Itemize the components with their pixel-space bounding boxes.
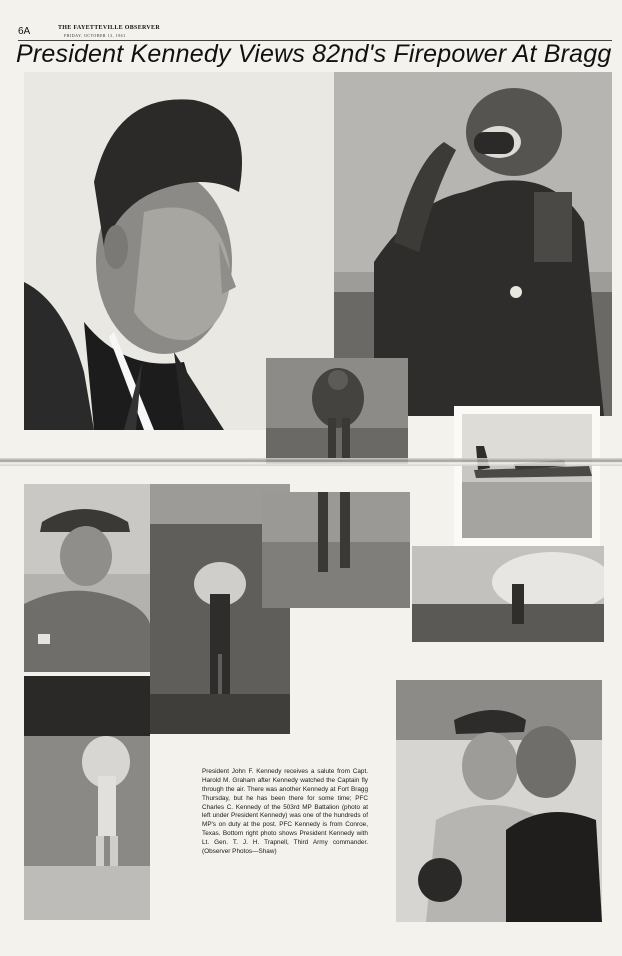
date-line: FRIDAY, OCTOBER 13, 1961 (64, 33, 126, 38)
photo-mp-kennedy (24, 484, 150, 672)
masthead (18, 12, 168, 42)
page-fold-crease (0, 458, 622, 466)
photo-hovering-flyer (266, 358, 408, 464)
photo-aircraft (454, 406, 600, 546)
paper-name: THE FAYETTEVILLE OBSERVER (58, 25, 160, 31)
photo-smoke-field (412, 546, 604, 642)
photo-flyer-launch (24, 676, 150, 920)
photo-hovering-flyer-lower (262, 492, 410, 608)
photo-caption: President John F. Kennedy receives a salute from Capt. Harold M. Graham after Kennedy watched the Captain fly through the air. There was another Kennedy at Fort Bragg Thursday, but he has been there for some time; PFC Charles C. Kennedy of the 503rd MP Battalion (photo at left under President Kennedy) was one of the hundreds of MP's on duty at the post. PFC Kennedy is from Conroe, Texas. Bottom right photo shows President Kennedy with Lt. Gen. T. J. H. Trapnell, Third Army commander. (Observer Photos—Shaw) (202, 768, 368, 855)
photo-kennedy-with-general (396, 680, 602, 922)
headline: President Kennedy Views 82nd's Firepower At Bragg (16, 40, 612, 68)
page-number: 6A (18, 26, 31, 37)
